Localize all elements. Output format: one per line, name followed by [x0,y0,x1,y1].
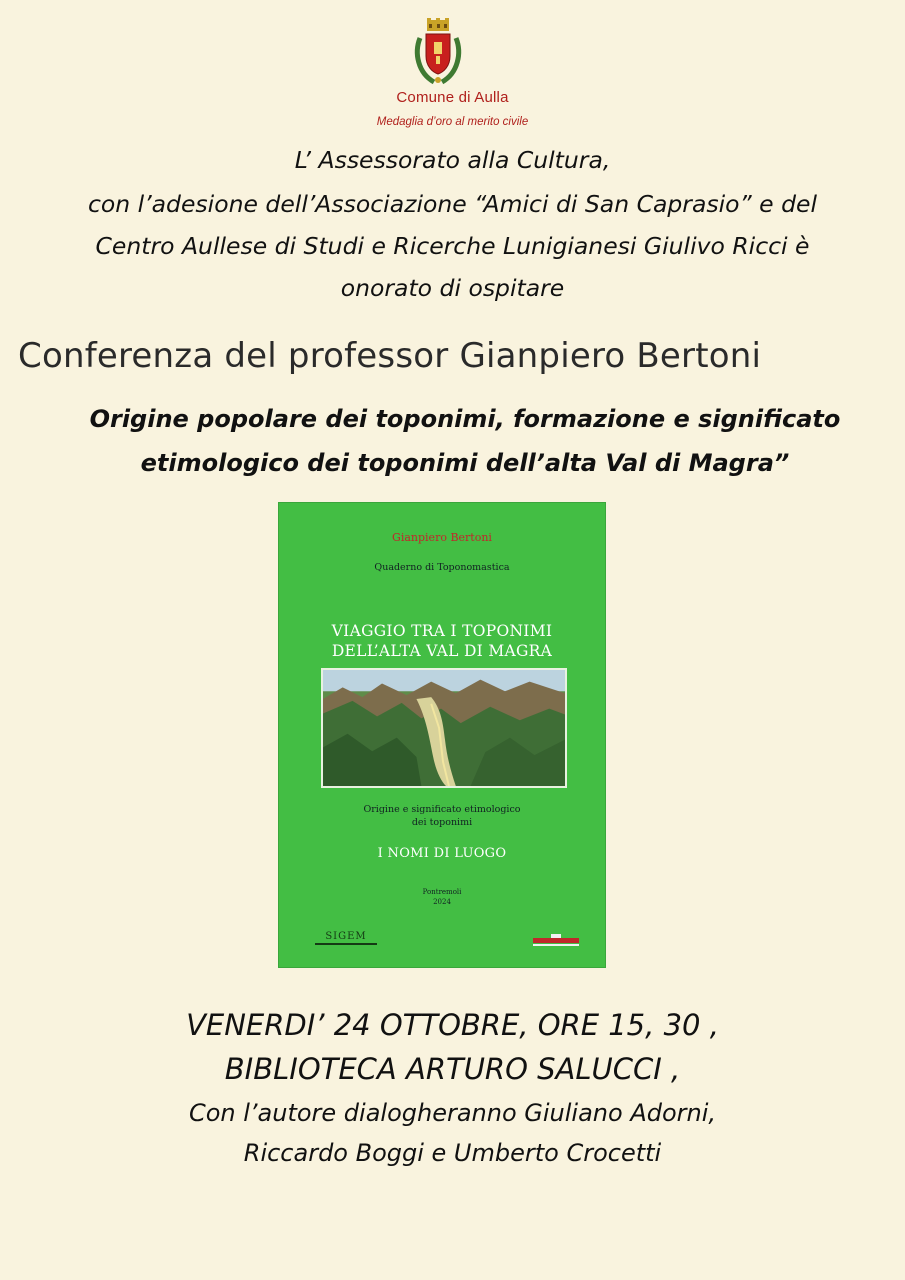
valley-map-image [321,668,567,788]
book-cover [279,503,605,967]
publisher-logo [315,931,377,949]
coat-of-arms-icon [412,18,464,88]
event-details [0,1003,905,1091]
book-tagline: I NOMI DI LUOGO [377,846,507,861]
book-place: Pontremoli [422,888,462,896]
event-venue: BIBLIOTECA ARTURO SALUCCI , [224,1052,681,1086]
book-title-line-1: VIAGGIO TRA I TOPONIMI [331,622,553,640]
talk-subtitle [30,400,900,482]
book-series: Quaderno di Toponomastica [374,562,510,573]
conference-title: Conferenza del professor Gianpiero Bertoni [18,336,762,376]
subtitle-line-1: Origine popolare dei toponimi, formazione e significato [89,405,841,433]
dialogue-line-2: Riccardo Boggi e Umberto Crocetti [243,1139,662,1167]
intro-line-2: con l’adesione dell’Associazione “Amici di San Caprasio” e del [88,190,817,218]
intro-text [0,145,905,303]
intro-line-1: L’ Assessorato alla Cultura, [294,146,611,174]
comune-name: Comune di Aulla [396,89,509,106]
event-dialogue [0,1093,905,1173]
book-author: Gianpiero Bertoni [392,531,492,544]
subtitle-line-2: etimologico dei toponimi dell’alta Val di Magra” [140,449,790,477]
intro-line-4: onorato di ospitare [340,274,565,302]
book-year: 2024 [433,898,451,906]
book-subtitle [279,803,605,829]
book-subtitle-line-1: Origine e significato etimologico [363,804,521,815]
dialogue-line-1: Con l’autore dialogheranno Giuliano Adorni, [188,1099,717,1127]
intro-line-3: Centro Aullese di Studi e Ricerche Lunigianesi Giulivo Ricci è [95,232,810,260]
book-subtitle-line-2: dei toponimi [411,817,473,828]
publisher-name: SIGEM [315,931,377,945]
book-title [279,621,605,661]
book-imprint [279,887,605,907]
publisher-badge-icon [531,933,581,947]
medaglia-caption: Medaglia d’oro al merito civile [376,116,529,128]
book-title-line-2: DELL’ALTA VAL DI MAGRA [331,642,553,660]
event-date: VENERDI’ 24 OTTOBRE, ORE 15, 30 , [186,1008,719,1042]
